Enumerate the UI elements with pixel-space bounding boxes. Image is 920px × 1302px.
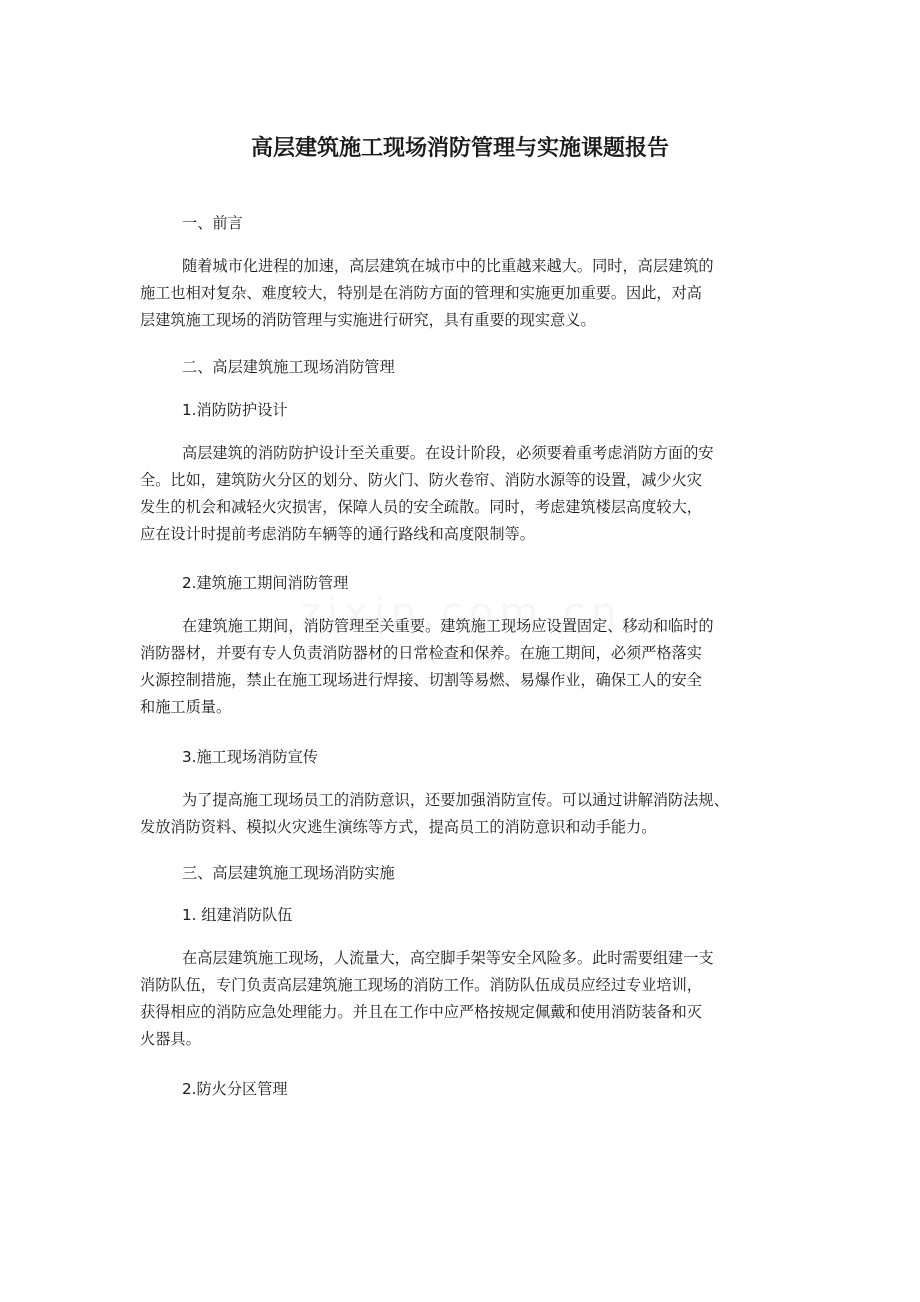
paragraph-line: 高层建筑的消防防护设计至关重要。在设计阶段，必须要着重考虑消防方面的安: [182, 444, 714, 462]
section-3-1-heading: [140, 902, 780, 929]
paragraph-line: 火器具。: [140, 1030, 201, 1048]
paragraph-line: 施工也相对复杂、难度较大，特别是在消防方面的管理和实施更加重要。因此，对高: [140, 284, 702, 302]
section-2-3-heading: [140, 744, 780, 771]
section-1-heading: [140, 210, 780, 237]
heading-text: 二、高层建筑施工现场消防管理: [182, 358, 395, 376]
subheading-text: 2.防火分区管理: [182, 1080, 288, 1098]
section-2-heading: [140, 354, 780, 381]
section-3-heading: [140, 860, 780, 887]
section-2-1-paragraph: [140, 440, 780, 548]
paragraph-line: 获得相应的消防应急处理能力。并且在工作中应严格按规定佩戴和使用消防装备和灭: [140, 1003, 702, 1021]
subheading-text: 1.消防防护设计: [182, 401, 288, 419]
heading-text: 一、前言: [182, 214, 243, 232]
paragraph-line: 消防队伍，专门负责高层建筑施工现场的消防工作。消防队伍成员应经过专业培训，: [140, 976, 702, 994]
subheading-text: 2.建筑施工期间消防管理: [182, 574, 349, 592]
section-2-1-heading: [140, 397, 780, 424]
heading-text: 三、高层建筑施工现场消防实施: [182, 864, 395, 882]
section-2-2-heading: [140, 570, 780, 597]
section-1-paragraph: [140, 253, 780, 334]
paragraph-line: 为了提高施工现场员工的消防意识，还要加强消防宣传。可以通过讲解消防法规、: [182, 791, 729, 809]
section-2-3-paragraph: [140, 787, 780, 841]
paragraph-line: 发放消防资料、模拟火灾逃生演练等方式，提高员工的消防意识和动手能力。: [140, 818, 657, 836]
paragraph-line: 全。比如，建筑防火分区的划分、防火门、防火卷帘、消防水源等的设置，减少火灾: [140, 471, 702, 489]
paragraph-line: 在建筑施工期间，消防管理至关重要。建筑施工现场应设置固定、移动和临时的: [182, 617, 714, 635]
section-3-1-paragraph: [140, 945, 780, 1053]
paragraph-line: 在高层建筑施工现场，人流量大，高空脚手架等安全风险多。此时需要组建一支: [182, 949, 714, 967]
section-3-2-heading: [140, 1076, 780, 1103]
paragraph-line: 发生的机会和减轻火灾损害，保障人员的安全疏散。同时，考虑建筑楼层高度较大，: [140, 498, 702, 516]
paragraph-line: 层建筑施工现场的消防管理与实施进行研究，具有重要的现实意义。: [140, 311, 596, 329]
subheading-text: 3.施工现场消防宣传: [182, 748, 318, 766]
paragraph-line: 消防器材，并要有专人负责消防器材的日常检查和保养。在施工期间，必须严格落实: [140, 644, 702, 662]
paragraph-line: 随着城市化进程的加速，高层建筑在城市中的比重越来越大。同时，高层建筑的: [182, 257, 714, 275]
subheading-text: 1. 组建消防队伍: [182, 906, 293, 924]
document-title: 高层建筑施工现场消防管理与实施课题报告: [250, 136, 669, 161]
paragraph-line: 火源控制措施，禁止在施工现场进行焊接、切割等易燃、易爆作业，确保工人的安全: [140, 671, 702, 689]
paragraph-line: 和施工质量。: [140, 698, 232, 716]
section-2-2-paragraph: [140, 613, 780, 721]
paragraph-line: 应在设计时提前考虑消防车辆等的通行路线和高度限制等。: [140, 525, 535, 543]
